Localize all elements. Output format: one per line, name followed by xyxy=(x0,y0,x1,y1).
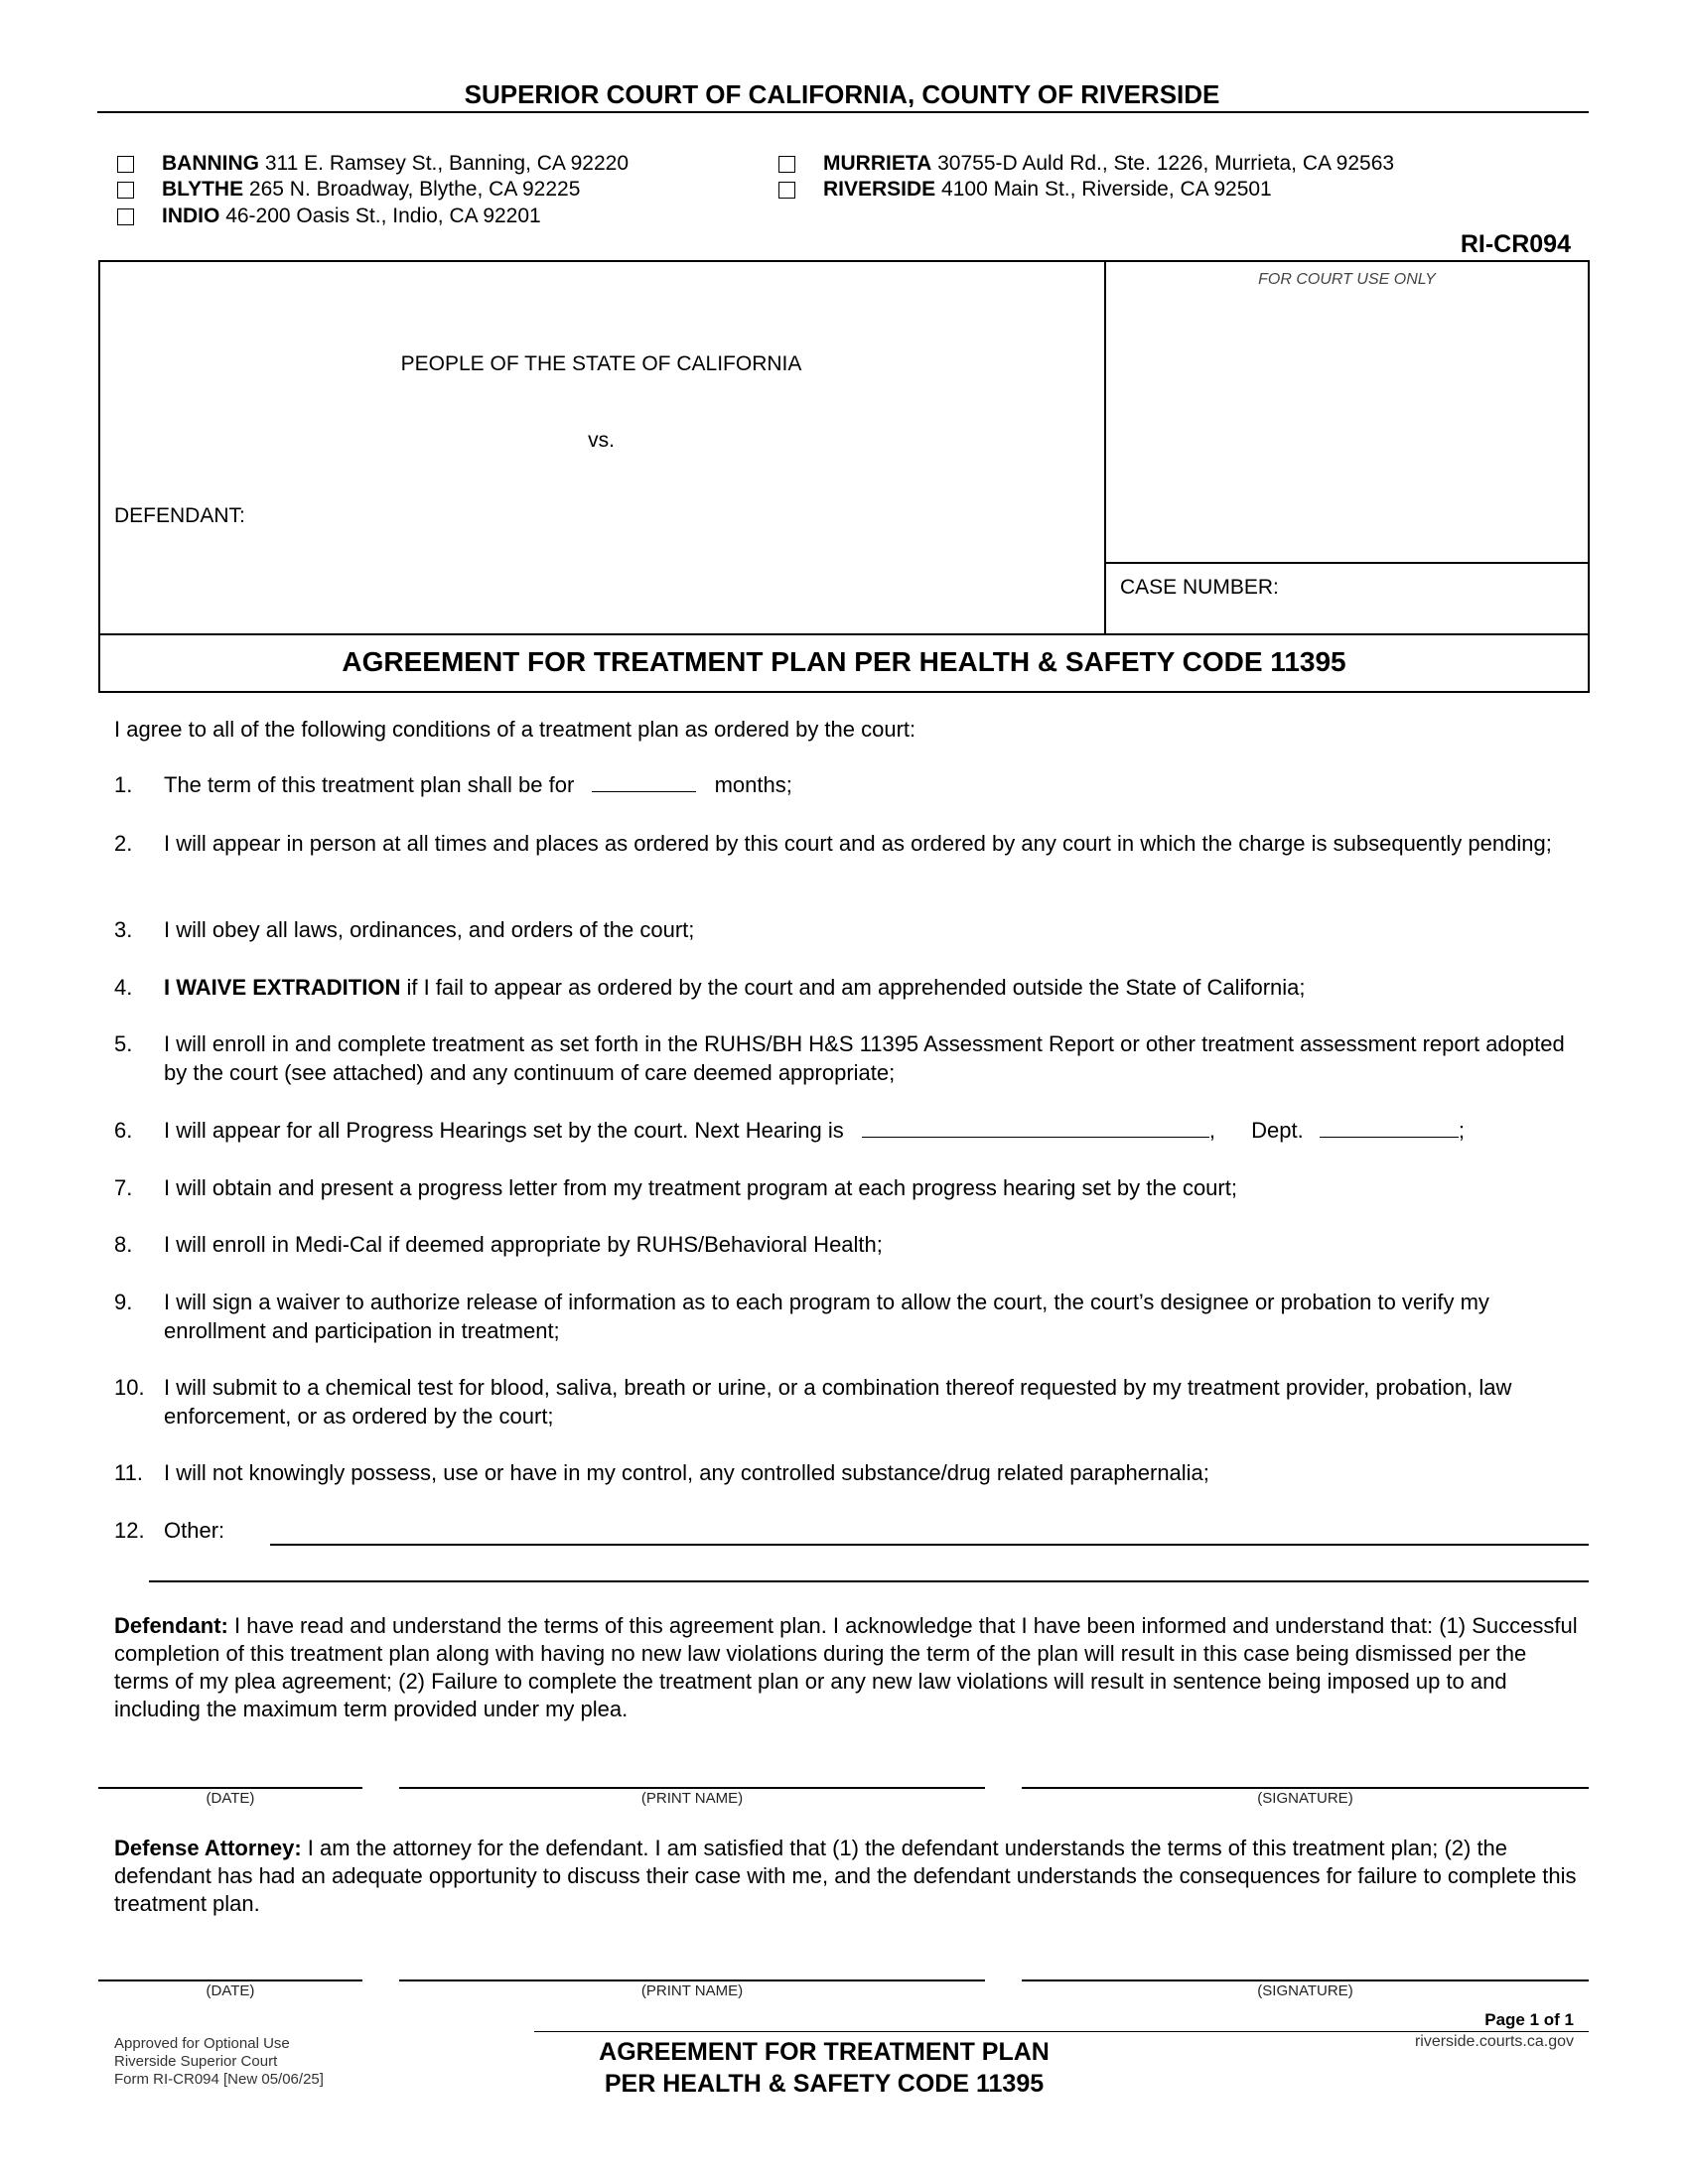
caption-divider xyxy=(1104,260,1106,635)
footer-approval: Approved for Optional Use Riverside Superior Court Form RI-CR094 [New 05/06/25] xyxy=(114,2035,324,2088)
checkbox[interactable] xyxy=(778,182,795,199)
vs-label: vs. xyxy=(588,429,615,452)
attorney-signature-line[interactable] xyxy=(1022,1979,1589,1981)
months-blank[interactable] xyxy=(592,771,696,792)
defendant-name-line[interactable] xyxy=(399,1787,985,1789)
next-hearing-blank[interactable] xyxy=(862,1117,1209,1138)
footer-title: AGREEMENT FOR TREATMENT PLAN PER HEALTH & SAFETY CODE 11395 xyxy=(599,2038,1050,2098)
other-line-2[interactable] xyxy=(149,1580,1589,1582)
header-divider xyxy=(97,111,1589,113)
intro-text: I agree to all of the following conditions of a treatment plan as ordered by the court: xyxy=(114,717,916,742)
location-name: INDIO xyxy=(162,205,220,227)
date-label: (DATE) xyxy=(206,1982,255,1999)
print-name-label: (PRINT NAME) xyxy=(640,1790,744,1807)
page-number: Page 1 of 1 xyxy=(1484,2010,1574,2029)
item-12: 12. Other: xyxy=(114,1518,225,1543)
location-address: 265 N. Broadway, Blythe, CA 92225 xyxy=(248,178,581,201)
attorney-date-line[interactable] xyxy=(98,1979,362,1981)
item-10: 10. I will submit to a chemical test for blood, saliva, breath or urine, or a combination thereof requested by my treatment provider, probation, law enforcement, or as ordered by the court; xyxy=(114,1375,1512,1429)
location-address: 4100 Main St., Riverside, CA 92501 xyxy=(941,178,1272,201)
attorney-statement: Defense Attorney: I am the attorney for the defendant. I am satisfied that (1) the defendant understands the terms of this treatment plan; (2) the defendant has had an adequate opportunity to discuss their case with me, and the defendant understands the consequences for failure to complete this treatment plan. xyxy=(114,1836,1577,1916)
location-murrieta[interactable] xyxy=(778,152,1394,176)
location-banning[interactable] xyxy=(117,152,629,176)
checkbox[interactable] xyxy=(778,156,795,173)
defendant-statement: Defendant: I have read and understand the terms of this agreement plan. I acknowledge that I have been informed and understand that: (1) Successful completion of this treatment plan along with having no new law violations during the term of the plan will result in this case being dismissed per the terms of my plea agreement; (2) Failure to complete the treatment plan or any new law violations will result in sentence being imposed up to and including the maximum term provided under my plea. xyxy=(114,1613,1578,1721)
location-name: RIVERSIDE xyxy=(823,178,936,201)
signature-label: (SIGNATURE) xyxy=(1257,1982,1353,1999)
checkbox[interactable] xyxy=(117,156,134,173)
item-5: 5. I will enroll in and complete treatment as set forth in the RUHS/BH H&S 11395 Assessment Report or other treatment assessment report adopted by the court (see attached) and any continuum of care deemed appropriate; xyxy=(114,1031,1565,1085)
website: riverside.courts.ca.gov xyxy=(1414,2033,1574,2050)
item-2: 2. I will appear in person at all times and places as ordered by this court and as ordered by any court in which the charge is subsequently pending; xyxy=(114,831,1552,856)
location-name: BANNING xyxy=(162,152,259,175)
item-3: 3. I will obey all laws, ordinances, and orders of the court; xyxy=(114,917,695,942)
defendant-label: DEFENDANT: xyxy=(114,504,245,527)
footer-page-info xyxy=(1415,2009,1574,2053)
date-label: (DATE) xyxy=(206,1790,255,1807)
print-name-label: (PRINT NAME) xyxy=(640,1982,744,1999)
court-title: SUPERIOR COURT OF CALIFORNIA, COUNTY OF RIVERSIDE xyxy=(464,79,1220,109)
item-1: 1. The term of this treatment plan shall be for months; xyxy=(114,772,792,797)
people-label: PEOPLE OF THE STATE OF CALIFORNIA xyxy=(400,352,802,375)
location-riverside[interactable] xyxy=(778,178,1272,202)
location-blythe[interactable] xyxy=(117,178,580,202)
checkbox[interactable] xyxy=(117,182,134,199)
location-name: BLYTHE xyxy=(162,178,244,201)
location-address: 46-200 Oasis St., Indio, CA 92201 xyxy=(225,205,541,227)
dept-blank[interactable] xyxy=(1320,1117,1459,1138)
case-number-divider xyxy=(1104,562,1590,564)
attorney-name-line[interactable] xyxy=(399,1979,985,1981)
item-8: 8. I will enroll in Medi-Cal if deemed appropriate by RUHS/Behavioral Health; xyxy=(114,1232,883,1257)
item-7: 7. I will obtain and present a progress letter from my treatment program at each progress hearing set by the court; xyxy=(114,1175,1237,1200)
signature-label: (SIGNATURE) xyxy=(1257,1790,1353,1807)
court-use-label: FOR COURT USE ONLY xyxy=(1258,271,1436,288)
defendant-signature-line[interactable] xyxy=(1022,1787,1589,1789)
case-number-label: CASE NUMBER: xyxy=(1120,576,1279,599)
location-name: MURRIETA xyxy=(823,152,932,175)
location-indio[interactable] xyxy=(117,205,541,228)
item-9: 9. I will sign a waiver to authorize release of information as to each program to allow the court, the court’s designee or probation to verify my enrollment and participation in treatment; xyxy=(114,1290,1489,1343)
other-line-1[interactable] xyxy=(270,1544,1589,1546)
item-4: 4. I WAIVE EXTRADITION if I fail to appear as ordered by the court and am apprehended outside the State of California; xyxy=(114,975,1306,1000)
form-title: AGREEMENT FOR TREATMENT PLAN PER HEALTH & SAFETY CODE 11395 xyxy=(98,633,1590,693)
location-address: 30755-D Auld Rd., Ste. 1226, Murrieta, CA 92563 xyxy=(937,152,1395,175)
item-11: 11. I will not knowingly possess, use or have in my control, any controlled substance/drug related paraphernalia; xyxy=(114,1460,1209,1485)
location-address: 311 E. Ramsey St., Banning, CA 92220 xyxy=(264,152,630,175)
form-id: RI-CR094 xyxy=(1460,230,1571,258)
item-6: 6. I will appear for all Progress Hearings set by the court. Next Hearing is , Dept. ; xyxy=(114,1118,1465,1143)
checkbox[interactable] xyxy=(117,208,134,225)
defendant-date-line[interactable] xyxy=(98,1787,362,1789)
